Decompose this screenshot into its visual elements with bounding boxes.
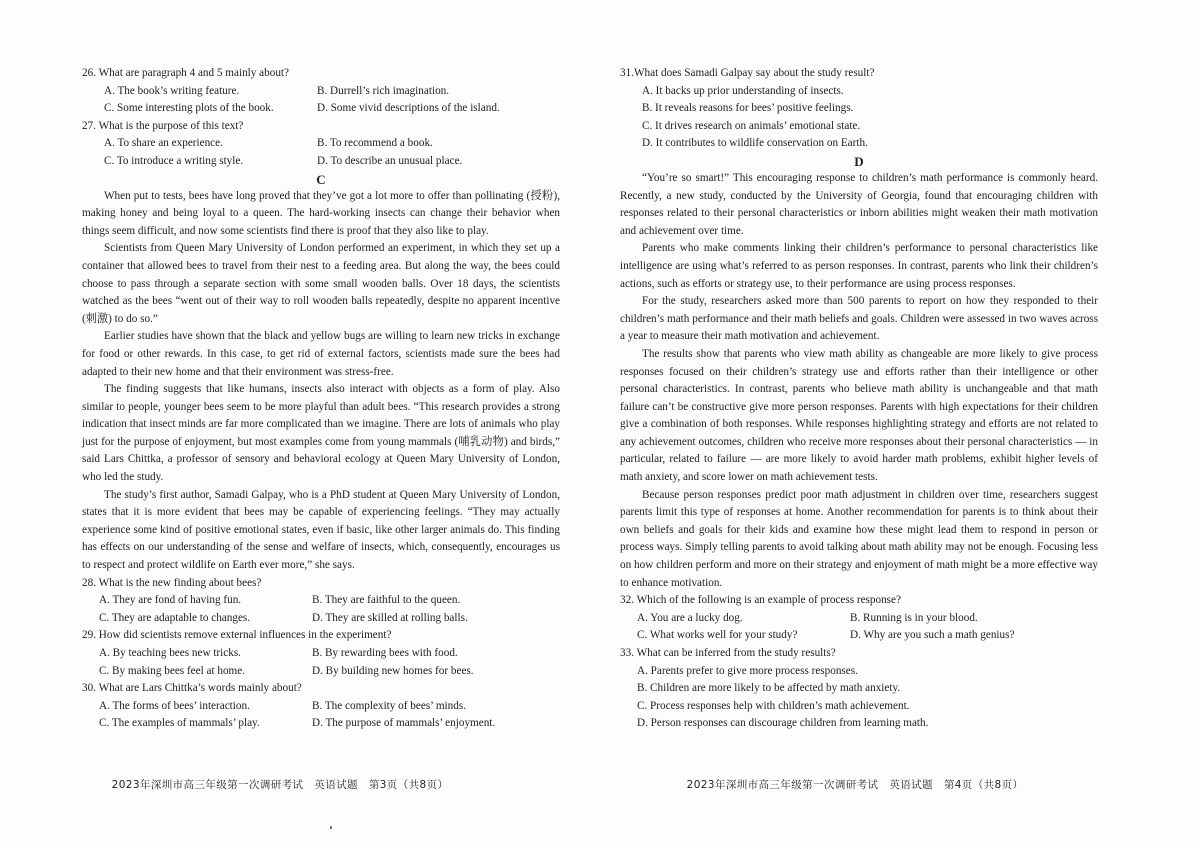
option-c: C. It drives research on animals’ emotional state. [642, 119, 861, 132]
scan-speck [330, 826, 332, 829]
right-column [620, 65, 1098, 733]
option-c: C. Process responses help with children’s math achievement. [637, 699, 910, 712]
question-stem: 29. How did scientists remove external influences in the experiment? [82, 629, 392, 642]
option-d: D. To describe an unusual place. [317, 154, 463, 167]
option-b: B. They are faithful to the queen. [312, 594, 461, 607]
option-b: B. Running is in your blood. [850, 611, 978, 624]
option-b: B. The complexity of bees’ minds. [312, 699, 467, 712]
option-a: A. The forms of bees’ interaction. [99, 699, 250, 712]
question-33 [620, 645, 1098, 733]
question-28 [82, 575, 560, 628]
option-d: D. Some vivid descriptions of the island. [317, 102, 500, 115]
option-b: B. To recommend a book. [317, 137, 433, 150]
option-b: B. Durrell’s rich imagination. [317, 84, 450, 97]
passage-d [620, 153, 1098, 592]
question-26 [82, 65, 560, 118]
option-c: C. The examples of mammals’ play. [99, 717, 260, 730]
question-stem: 31.What does Samadi Galpay say about the study result? [620, 67, 875, 79]
option-c: C. By making bees feel at home. [99, 664, 246, 677]
option-d: D. The purpose of mammals’ enjoyment. [312, 717, 496, 730]
question-27 [82, 118, 560, 171]
page-footer: 2023年深圳市高三年级第一次调研考试 英语试题 第3页（共8页） [111, 779, 449, 791]
option-a: A. The book’s writing feature. [104, 84, 240, 97]
passage-c-paragraph-1: When put to tests, bees have long proved that they’ve got a lot more to offer than pollinating (授粉), making honey and being loyal to a queen. The hard-working insects can change their behavior when things seem difficult, and now some scientists find there is proof that they also like to play. [82, 189, 560, 237]
question-stem: 30. What are Lars Chittka’s words mainly about? [82, 682, 302, 695]
question-29 [82, 627, 560, 680]
passage-d-paragraph-1: “You’re so smart!” This encouraging response to children’s math performance is commonly heard. Recently, a new study, conducted by the University of Georgia, found that encouraging children with responses related to their personal characteristics or inborn abilities might weaken their math motivation and achievement over time. [620, 171, 1098, 237]
passage-c-paragraph-3: Earlier studies have shown that the black and yellow bugs are willing to learn new tricks in exchange for food or other rewards. In this case, to get rid of external factors, scientists made sure the bees had adapted to their new home and that their environment was stress-free. [82, 330, 560, 378]
question-stem: 32. Which of the following is an example of process response? [620, 594, 901, 607]
option-a: A. They are fond of having fun. [99, 594, 242, 607]
question-stem: 33. What can be inferred from the study results? [620, 647, 836, 659]
page-footer: 2023年深圳市高三年级第一次调研考试 英语试题 第4页（共8页） [686, 779, 1024, 791]
left-column [82, 65, 560, 733]
option-d: D. By building new homes for bees. [312, 664, 474, 677]
passage-c [82, 171, 560, 575]
section-title-d: D [854, 153, 864, 169]
passage-c-paragraph-4: The finding suggests that like humans, insects also interact with objects as a form of play. Also similar to people, younger bees seem to be more playful than adult bees. “This research provides a strong indication that insect minds are far more complicated than we imagine. There are lots of animals who play just for the purpose of enjoyment, but most examples come from young mammals (哺乳动物) and birds,” said Lars Chittka, a professor of sensory and behavioral ecology at Queen Mary University of London, who led the study. [82, 383, 560, 484]
option-a: A. By teaching bees new tricks. [99, 647, 241, 659]
passage-d-paragraph-4: The results show that parents who view math ability as changeable are more likely to give process responses focused on their children’s strategy use and efforts rather than their intelligence or other personal characteristics. In contrast, parents who believe math ability is unchangeable and that math failure can’t be constructive give more person responses. Parents with high expectations for their children give a combination of both responses. While responses highlighting strategy and efforts are not related to any achievement outcomes, children who receive more responses about their personal characteristics — in particular, related to failure — are more likely to avoid harder math problems, exhibit higher levels of math anxiety, and score lower on math achievement tests. [620, 347, 1098, 484]
option-b: B. Children are more likely to be affected by math anxiety. [637, 682, 901, 695]
option-a: A. It backs up prior understanding of insects. [642, 84, 844, 97]
option-d: D. They are skilled at rolling balls. [312, 611, 468, 624]
option-b: B. It reveals reasons for bees’ positive feelings. [642, 102, 854, 115]
question-30 [82, 680, 560, 733]
passage-c-paragraph-2: Scientists from Queen Mary University of London performed an experiment, in which they set up a container that allowed bees to travel from their nest to a feeding area. But along the way, the bees could choose to pass through a separate section with some small wooden balls. Over 18 days, the scientists watched as the bees “went out of their way to roll wooden balls repeatedly, despite no apparent incentive (刺激) to do so.” [82, 242, 560, 325]
passage-d-paragraph-2: Parents who make comments linking their children’s performance to personal characteristics like intelligence are using what’s referred to as person responses. In contrast, parents who link their children’s actions, such as efforts or strategy use, to their performance are using process responses. [620, 242, 1098, 290]
passage-c-paragraph-5: The study’s first author, Samadi Galpay, who is a PhD student at Queen Mary University of London, states that it is more evident that bees may be capable of experiencing feelings. “They may actually experience some kind of positive emotional states, even if basic, like other larger animals do. This finding has effects on our understanding of the sense and welfare of insects, which, consequently, encourages us to respect and protect wildlife on Earth ever more,” she says. [82, 488, 560, 572]
question-stem: 28. What is the new finding about bees? [82, 576, 262, 589]
option-a: A. Parents prefer to give more process responses. [637, 664, 858, 677]
option-c: C. They are adaptable to changes. [99, 611, 251, 624]
question-32 [620, 592, 1098, 645]
passage-d-paragraph-3: For the study, researchers asked more than 500 parents to report on how they responded to their children’s math performance and their math beliefs and goals. Children were assessed in two waves across a year to measure their math motivation and achievement. [620, 295, 1098, 343]
question-stem: 27. What is the purpose of this text? [82, 119, 244, 132]
option-d: D. Why are you such a math genius? [850, 629, 1015, 642]
question-stem: 26. What are paragraph 4 and 5 mainly about? [82, 67, 289, 79]
option-b: B. By rewarding bees with food. [312, 647, 458, 659]
option-d: D. It contributes to wildlife conservation on Earth. [642, 137, 868, 150]
option-c: C. To introduce a writing style. [104, 154, 244, 167]
question-31 [620, 65, 1098, 153]
option-d: D. Person responses can discourage children from learning math. [637, 717, 929, 730]
section-title-c: C [316, 171, 326, 187]
option-a: A. To share an experience. [104, 137, 223, 150]
option-c: C. What works well for your study? [637, 629, 798, 642]
option-a: A. You are a lucky dog. [637, 611, 743, 624]
option-c: C. Some interesting plots of the book. [104, 102, 274, 115]
passage-d-paragraph-5: Because person responses predict poor math adjustment in children over time, researchers suggest parents limit this type of responses at home. Another recommendation for parents is to think about their own beliefs and goals for their kids and examine how these might lead them to respond in person or process ways. Simply telling parents to avoid talking about math ability may not be enough. Focusing less on how children perform and more on their strategy and enjoyment of math might be a more effective way to enhance motivation. [620, 488, 1098, 589]
exam-page-4 [600, 0, 1200, 848]
